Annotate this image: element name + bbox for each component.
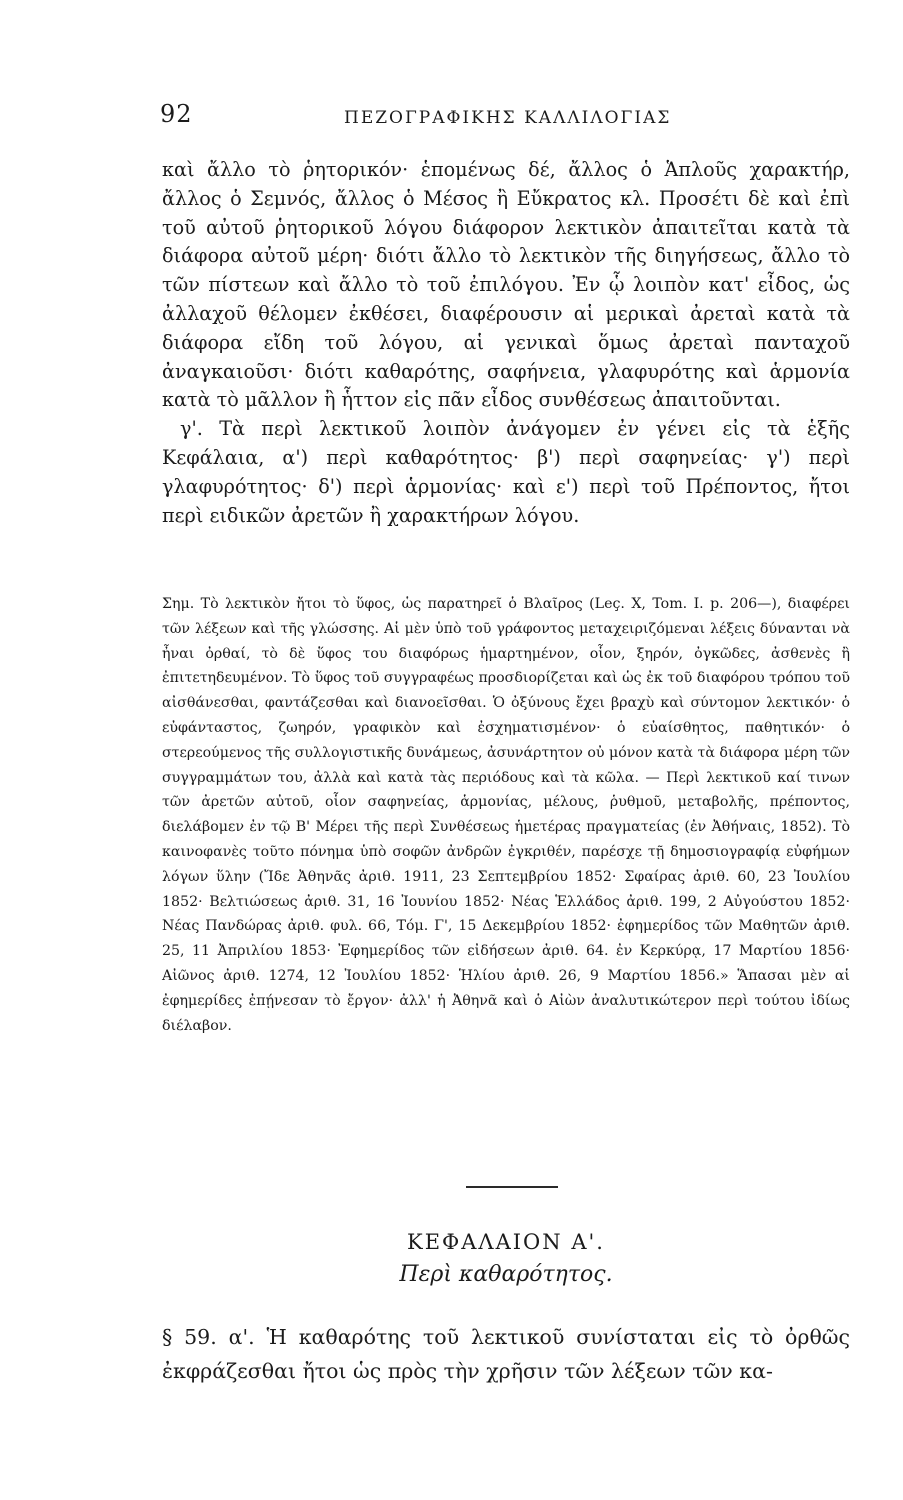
chapter-subtitle: Περὶ καθαρότητος.: [399, 1262, 613, 1287]
page-header: [160, 100, 850, 140]
footnote-text: Σημ. Τὸ λεκτικὸν ἤτοι τὸ ὕφος, ὡς παρατηρεῖ ὁ Βλαῖρος (Leç. X, Tom. I. p. 206—), διαφέρει τῶν λέξεων καὶ τῆς γλώσσης. Αἱ μὲν ὑπὸ τοῦ γράφοντος μεταχειριζόμεναι λέξεις δύνανται νὰ ἦναι ὀρθαί, τὸ δὲ ὕφος του διαφόρως ἡμαρτημένον, οἷον, ξηρόν, ὀγκῶδες, ἀσθενὲς ἢ ἐπιτετηδευμένον. Τὸ ὕφος τοῦ συγγραφέως προσδιορίζεται καὶ ὡς ἐκ τοῦ διαφόρου τρόπου τοῦ αἰσθάνεσθαι, φαντάζεσθαι καὶ διανοεῖσθαι. Ὁ ὀξύνους ἔχει βραχὺ καὶ σύντομον λεκτικόν· ὁ εὐφάνταστος, ζωηρόν, γραφικὸν καὶ ἐσχηματισμένον· ὁ εὐαίσθητος, παθητικόν· ὁ στερεούμενος τῆς συλλογιστικῆς δυνάμεως, ἀσυνάρτητον οὐ μόνον κατὰ τὰ διάφορα μέρη τῶν συγγραμμάτων του, ἀλλὰ καὶ κατὰ τὰς περιόδους καὶ τὰ κῶλα. — Περὶ λεκτικοῦ καί τινων τῶν ἀρετῶν αὐτοῦ, οἷον σαφηνείας, ἁρμονίας, μέλους, ῥυθμοῦ, μεταβολῆς, πρέποντος, διελάβομεν ἐν τῷ Β' Μέρει τῆς περὶ Συνθέσεως ἡμετέρας πραγματείας (ἐν Ἀθήναις, 1852). Τὸ καινοφανὲς τοῦτο πόνημα ὑπὸ σοφῶν ἀνδρῶν ἐγκριθέν, παρέσχε τῇ δημοσιογραφίᾳ εὐφήμων λόγων ὕλην (Ἴδε Ἀθηνᾶς ἀριθ. 1911, 23 Σεπτεμβρίου 1852· Σφαίρας ἀριθ. 60, 23 Ἰουλίου 1852· Βελτιώσεως ἀριθ. 31, 16 Ἰουνίου 1852· Νέας Ἑλλάδος ἀριθ. 199, 2 Αὐγούστου 1852· Νέας Πανδώρας ἀριθ. φυλ. 66, Τόμ. Γ', 15 Δεκεμβρίου 1852· ἐφημερίδος τῶν Μαθητῶν ἀριθ. 25, 11 Ἀπριλίου 1853· Ἐφημερίδος τῶν εἰδήσεων ἀριθ. 64. ἐν Κερκύρᾳ, 17 Μαρτίου 1856· Αἰῶνος ἀριθ. 1274, 12 Ἰουλίου 1852· Ἡλίου ἀριθ. 26, 9 Μαρτίου 1856.» Ἅπασαι μὲν αἱ ἐφημερίδες ἐπῄνεσαν τὸ ἔργον· ἀλλ' ἡ Ἀθηνᾶ καὶ ὁ Αἰὼν ἀναλυτικώτερον περὶ τούτου ἰδίως διέλαβον.: [162, 596, 850, 1034]
running-title: ΠΕΖΟΓΡΑΦΙΚΗΣ ΚΑΛΛΙΛΟΓΙΑΣ: [344, 108, 672, 128]
page-number: 92: [160, 100, 193, 128]
main-text: [162, 156, 850, 530]
chapter-heading: ΚΕΦΑΛΑΙΟΝ Α'.: [407, 1230, 605, 1254]
body-paragraph-2: γ'. Τὰ περὶ λεκτικοῦ λοιπὸν ἀνάγομεν ἐν γένει εἰς τὰ ἑξῆς Κεφάλαια, α') περὶ καθαρότητος· β') περὶ σαφηνείας· γ') περὶ γλαφυρότητος· δ') περὶ ἁρμονίας· καὶ ε') περὶ τοῦ Πρέποντος, ἤτοι περὶ ειδικῶν ἀρετῶν ἢ χαρακτήρων λόγου.: [162, 417, 850, 527]
body-paragraph-1: καὶ ἄλλο τὸ ῥητορικόν· ἑπομένως δέ, ἄλλος ὁ Ἁπλοῦς χαρακτήρ, ἄλλος ὁ Σεμνός, ἄλλος ὁ Μέσος ἢ Εὔκρατος κλ. Προσέτι δὲ καὶ ἐπὶ τοῦ αὐτοῦ ῥητορικοῦ λόγου διάφορον λεκτικὸν ἀπαιτεῖται κατὰ τὰ διάφορα αὐτοῦ μέρη· διότι ἄλλο τὸ λεκτικὸν τῆς διηγήσεως, ἄλλο τὸ τῶν πίστεων καὶ ἄλλο τὸ τοῦ ἐπιλόγου. Ἐν ᾧ λοιπὸν κατ' εἶδος, ὡς ἀλλαχοῦ θέλομεν ἐκθέσει, διαφέρουσιν αἱ μερικαὶ ἀρεταὶ κατὰ τὰ διάφορα εἴδη τοῦ λόγου, αἱ γενικαὶ ὅμως ἀρεταὶ πανταχοῦ ἀναγκαιοῦσι· διότι καθαρότης, σαφήνεια, γλαφυρότης καὶ ἁρμονία κατὰ τὸ μᾶλλον ἢ ἧττον εἰς πᾶν εἶδος συνθέσεως ἀπαιτοῦνται.: [162, 158, 850, 412]
section-paragraph: § 59. α'. Ἡ καθαρότης τοῦ λεκτικοῦ συνίσταται εἰς τὸ ὀρθῶς ἐκφράζεσθαι ἤτοι ὡς πρὸς τὴν χρῆσιν τῶν λέξεων τῶν κα-: [162, 1325, 850, 1383]
section-divider: [466, 1186, 558, 1188]
